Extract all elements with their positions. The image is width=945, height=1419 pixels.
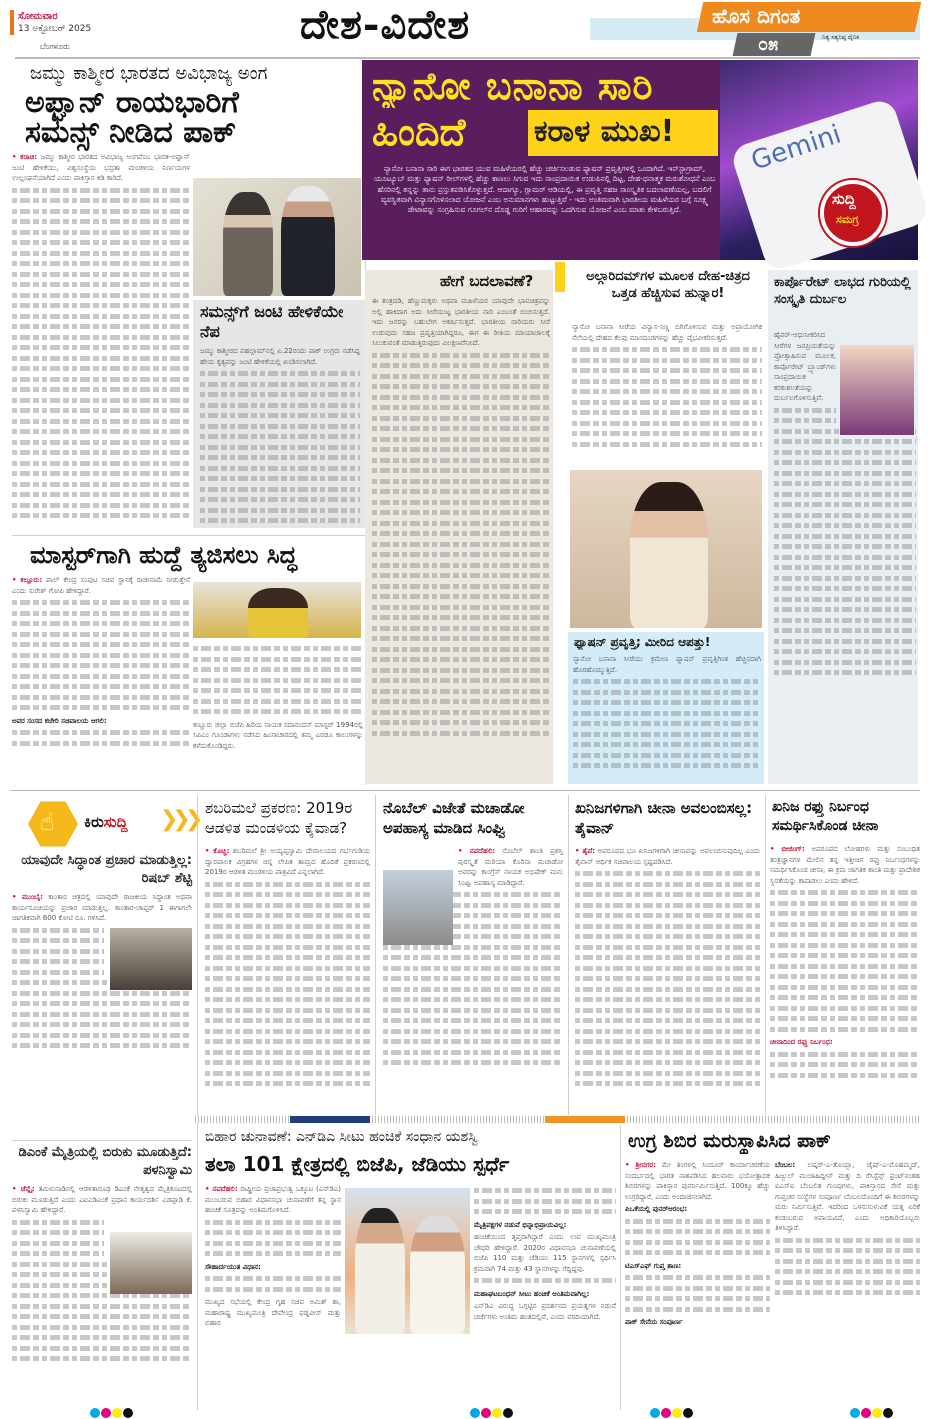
hand-glyph-icon: ☝: [40, 808, 55, 836]
kiru-suddi-label: [84, 812, 128, 832]
reg-dot-black: [503, 1408, 513, 1418]
china-subhead: ಚೀನಾದಿಂದ ರಫ್ತು ನಿರ್ಬಂಧ:: [770, 1038, 833, 1046]
bihar-body-1: [205, 1184, 341, 1406]
reg-dot-magenta: [101, 1408, 111, 1418]
algorithm-title: ಅಲ್ಗಾರಿದಮ್‌ಗಳ ಮೂಲಕ ದೇಹ-ಚಿತ್ರದ ಒತ್ತಡ ಹೆಚ್ಚಿಸುವ ಹುನ್ನಾರ!: [586, 269, 750, 301]
bihar-subhead-3: ಮಹಾಘಟಬಂಧನ್ ಸೀಟು ಹಂಚಿಕೆ ಅಂತಿಮವಾಗಿಲ್ಲ:: [474, 1289, 590, 1298]
registration-marks: [90, 1408, 133, 1418]
taiwan-text: ಅಪರೂಪದ ಭೂ ಖನಿಜಗಳಿಗಾಗಿ ಚೀನಾವನ್ನು ಅವಲಂಬಿಸುವುದಿಲ್ಲ ಎಂದು ತೈವಾನ್ ಆರ್ಥಿಕ ಸಚಿವಾಲಯ ಸ್ಪಷ್ಟಪಡಿಸಿದೆ.: [575, 847, 760, 866]
master-text-2: ಕಣ್ಣೂರು ಜಿಲ್ಲಾ ಬಿಜೆಪಿ ಹಿರಿಯ ನಾಯಕ ಸದಾನಂದನ್ ಮಾಸ್ಟರ್ 1994ರಲ್ಲಿ ಸಿಪಿಎಂ ಗೂಂಡಾಗಳು ನಡೆಸಿದ ಹಿಂಸಾಚಾರದಲ್ಲಿ ತಮ್ಮ ಎರಡೂ ಕಾಲುಗಳನ್ನು ಕಳೆದುಕೊಂಡಿದ್ದರು.: [193, 720, 363, 750]
row-rule: [10, 790, 920, 791]
kiru-story2-dateline: • ಚೆನ್ನೈ:: [12, 1185, 35, 1193]
sabarimala-body: [205, 846, 370, 1114]
section-rule: [12, 535, 365, 536]
reg-dot-cyan: [470, 1408, 480, 1418]
bihar-subhead-2: ಮೈತ್ರಿಪಕ್ಷಗಳ ನಡುವೆ ಭಿನ್ನಾಭಿಪ್ರಾಯವಿಲ್ಲ:: [474, 1220, 567, 1229]
column-rule: [620, 1125, 621, 1410]
how-change-accent: [555, 262, 565, 292]
lead-photo-diplomats: [193, 178, 361, 296]
sabarimala-dateline: • ಕೊಚ್ಚಿ:: [205, 847, 230, 855]
kiru-label: ಕಿರು: [84, 813, 104, 831]
sabarimala-title: ಶಬರಿಮಲೆ ಪ್ರಕರಣ: 2019ರ ಆಡಳಿತ ಮಂಡಳಿಯ ಕೈವಾಡ?: [205, 799, 353, 837]
kiru-story1-dateline: • ಮುಂಬೈ:: [12, 893, 43, 901]
bihar-dateline: • ನವದೆಹಲಿ:: [205, 1185, 238, 1193]
column-rule: [568, 795, 569, 1115]
bihar-body-3: [474, 1184, 616, 1406]
reg-dot-black: [883, 1408, 893, 1418]
master-subhead: ಅವರ ಸಂಸದ ಕಚೇರಿ ಸಚಿವಾಲಯ ಆಗಲಿ:: [12, 716, 107, 725]
print-rule-orange: [545, 1116, 625, 1123]
registration-marks: [650, 1408, 693, 1418]
ugra-subhead-3: ಪಾಕ್ ಸೇನೆಯ ಸಂಪೂರ್ಣ: [625, 1318, 683, 1326]
bihar-kicker: ಬಿಹಾರ ಚುನಾವಣೆ: ಎನ್‌ಡಿಎ ಸೀಟು ಹಂಚಿಕೆ ಸಂಧಾನ ಯಶಸ್ವಿ: [205, 1129, 479, 1145]
lead-dateline: • ಕರಾಚಿ:: [12, 153, 38, 161]
china-text: ಅಪರೂಪದ ಲೋಹಗಳು ಮತ್ತು ಸಂಬಂಧಿತ ತಂತ್ರಜ್ಞಾನಗಳ ಮೇಲಿನ ತನ್ನ ಇತ್ತೀಚಿನ ರಫ್ತು ನಿರ್ಬಂಧಗಳನ್ನು ಸಮರ್ಥಿಸಿಕೊಂಡ ಚೀನಾ, ಈ ಕ್ರಮ ಜಾಗತಿಕ ಶಾಂತಿ ಮತ್ತು ಪ್ರಾದೇಶಿಕ ಸ್ಥಿರತೆಯನ್ನು ಕಾಪಾಡಲು ಎಂದು ಹೇಳಿದೆ.: [770, 845, 920, 885]
ugra-subhead-1: ಪಿಒಕೆಯಲ್ಲಿ ಪುನರ್‌ಆರಂಭ:: [625, 1205, 688, 1213]
nda-leaders-photo: [345, 1188, 470, 1334]
reg-dot-yellow: [672, 1408, 682, 1418]
china-title: ಖನಿಜ ರಫ್ತು ನಿರ್ಬಂಧ ಸಮರ್ಥಿಸಿಕೊಂಡ ಚೀನಾ: [772, 799, 879, 834]
taiwan-dateline: • ತೈಪೆ:: [575, 847, 596, 855]
banner-headline-line2: ಹಿಂದಿದೆ: [372, 110, 466, 154]
bihar-text-3: ಹಂಚಿಕೆಯಿಂದ ತೃಪ್ತರಾಗಿದ್ದಾರೆ ಎಂದು ಉಪ ಮುಖ್ಯಮಂತ್ರಿ ಚೌಧರಿ ಹೇಳಿದ್ದಾರೆ. 2020ರ ವಿಧಾನಸಭಾ ಚುನಾವಣೆಯಲ್ಲಿ ಬಿಜೆಪಿ 110 ಮತ್ತು ಜೆಡಿಯು 115 ಸ್ಥಾನಗಳಲ್ಲಿ ಸ್ಪರ್ಧಿಸಿ ಕ್ರಮವಾಗಿ 74 ಮತ್ತು 43 ಸ್ಥಾನಗಳನ್ನು ಗೆದ್ದಿದ್ದವು.: [474, 1233, 616, 1273]
page-number: ೦೫: [758, 34, 779, 55]
reg-dot-yellow: [872, 1408, 882, 1418]
reg-dot-magenta: [861, 1408, 871, 1418]
woman-in-saree-photo: [570, 470, 762, 628]
column-rule: [375, 795, 376, 1115]
column-rule: [197, 795, 198, 1410]
master-dateline: • ಕಲ್ಲೂರು:: [12, 576, 43, 584]
section-rule: [12, 1140, 192, 1141]
banner-headline-highlight: ಕರಾಳ ಮುಖ!: [534, 114, 675, 149]
master-body-2: [193, 642, 363, 782]
taiwan-body: [575, 846, 760, 1114]
registration-marks: [470, 1408, 513, 1418]
how-change-body: [372, 296, 550, 781]
masthead-day: ಸೋಮವಾರ: [18, 11, 58, 22]
masthead-city: ಬೆಂಗಳೂರು: [40, 42, 70, 51]
china-dateline: • ಬೀಜಿಂಗ್:: [770, 845, 805, 853]
machado-text: ನೊಬೆಲ್ ಶಾಂತಿ ಪ್ರಶಸ್ತಿ ಪುರಸ್ಕೃತೆ ಮರಿಯಾ ಕೊರಿನಾ ಮಚಾಡೋ ಅವರನ್ನು ಕಾಂಗ್ರೆಸ್ ನಾಯಕ ಅಭಿಷೇಕ್ ಮನು ಸಿಂಘ್ವಿ ಅಪಹಾಸ್ಯ ಮಾಡಿದ್ದಾರೆ.: [458, 847, 563, 887]
fashion-text: ನ್ಯಾನೋ ಬನಾನಾ ಸೀರೆಯು ಕ್ರಮೇಣ ಫ್ಯಾಷನ್ ಪ್ರವೃತ್ತಿಗಿಂತ ಹೆಚ್ಚಿನದಾಗಿ ಹೊರಹೊಮ್ಮುತ್ತಿದೆ.: [573, 655, 761, 674]
corporate-title: ಕಾರ್ಪೊರೇಟ್ ಲಾಭದ ಗುರಿಯಲ್ಲಿ ಸಂಸ್ಕೃತಿ ದುರ್ಬಲ: [774, 275, 911, 307]
ugra-dateline-2: ಬೆಂಬಲ:: [775, 1161, 796, 1169]
kiru-story2-text: ತಮಿಳುನಾಡಿನಲ್ಲಿ ಆಡಳಿತಾರೂಢ ಡಿಎಂಕೆ ನೇತೃತ್ವದ ಮೈತ್ರಿಕೂಟದಲ್ಲಿ ಬಿರುಕು ಮೂಡುತ್ತಿದೆ ಎಂದು ಎಐಎಡಿಎಂಕೆ ಪ್ರಧಾನ ಕಾರ್ಯದರ್ಶಿ ಎಡಪ್ಪಾಡಿ ಕೆ. ಪಳನಿಸ್ವಾಮಿ ಹೇಳಿದ್ದಾರೆ.: [12, 1185, 192, 1214]
top-rule: [15, 57, 920, 59]
bihar-text-4: ಎನ್‌ಡಿಎ ವಿರುದ್ಧ ಒಗ್ಗಟ್ಟಿನ ಪ್ರದರ್ಶನದ ಪ್ರಯತ್ನಗಳ ನಡುವೆ ಚರ್ಚೆಗಳು ಅಂತಿಮ ಹಂತದಲ್ಲಿವೆ, ಎಂದು ವರದಿಯಾಗಿದೆ.: [474, 1302, 616, 1321]
sidebar-body: [200, 346, 360, 524]
reg-dot-cyan: [90, 1408, 100, 1418]
singhvi-photo: [383, 870, 453, 945]
taiwan-title: ಖನಿಜಗಳಿಗಾಗಿ ಚೀನಾ ಅವಲಂಬಿಸಲ್ಲ: ತೈವಾನ್: [575, 799, 753, 837]
lead-headline: [25, 85, 239, 150]
bihar-headline: ತಲಾ 101 ಕ್ಷೇತ್ರದಲ್ಲಿ ಬಿಜೆಪಿ, ಜೆಡಿಯು ಸ್ಪರ್ಧೆ: [205, 1152, 510, 1176]
how-change-title: ಹೇಗೆ ಬದಲಾವಣೆ?: [440, 272, 534, 290]
reg-dot-yellow: [112, 1408, 122, 1418]
lead-kicker: ಜಮ್ಮು ಕಾಶ್ಮೀರ ಭಾರತದ ಅವಿಭಾಜ್ಯ ಅಂಗ: [30, 63, 268, 84]
kiru-story2-body: [12, 1184, 192, 1406]
ugra-text-1: ಮೇ ತಿಂಗಳಲ್ಲಿ ಸಿಂದೂರ್ ಕಾರ್ಯಾಚರಣೆಯ ಸಂದರ್ಭದಲ್ಲಿ ಭಾರತ ನಾಶಪಡಿಸಿದ ಹಲವಾರು ಭಯೋತ್ಪಾದಕ ಶಿಬಿರಗಳನ್ನು ಪಾಕಿಸ್ತಾನ ಪುನರ್ನಿರ್ಮಿಸುತ್ತಿದೆ. 100ಕ್ಕೂ ಹೆಚ್ಚು ಉಗ್ರರಿದ್ದಾರೆ, ಎಂದು ಅಂದಾಜಿಸಲಾಗಿದೆ.: [625, 1161, 770, 1201]
machado-dateline: • ನವದೆಹಲಿ:: [458, 847, 496, 855]
suddi-label: ಸುದ್ದಿ: [103, 813, 128, 831]
bihar-subhead-1: ಸೌಹಾರ್ದಯುತ ವಿಧಾನ:: [205, 1262, 261, 1271]
corporate-text: ಹೈಪರ್-ಆಧುನೀಕರಿಸಿದ ಸೀರೆಗಳ ಜನಪ್ರಿಯತೆಯನ್ನು ಪ್ರೋತ್ಸಾಹಿಸುವ ಮೂಲಕ, ಕಾರ್ಪೊರೇಟ್ ಬ್ರ್ಯಾಂಡ್‌ಗಳು ಸಾಂಪ್ರದಾಯಿಕ ಕರಕುಶಲತೆಯನ್ನು ದುರ್ಬಲಗೊಳಿಸುತ್ತಿವೆ.: [774, 331, 836, 402]
model-photo: [840, 345, 914, 435]
lead-body-text: ಜಮ್ಮು ಕಾಶ್ಮೀರ ಭಾರತದ ಅವಿಭಾಜ್ಯ ಅಂಗವೆಂಬ ಭಾರತ-ಅಫ್ಘಾನ್ ಜಂಟಿ ಹೇಳಿಕೆಯು, ವಿಶ್ವಸಂಸ್ಥೆಯ ಭದ್ರತಾ ಮಂಡಳಿಯ ನಿರ್ಣಯಗಳ ಉಲ್ಲಂಘನೆಯಾಗಿದೆ ಎಂದು ಪಾಕಿಸ್ತಾನ ಕಿಡಿ ಕಾರಿದೆ.: [12, 153, 190, 182]
lead-body: [12, 152, 190, 532]
registration-marks: [850, 1408, 893, 1418]
china-body: [770, 844, 920, 1114]
banner-headline-line1: ನ್ಯಾನೋ ಬನಾನಾ ಸಾರಿ: [372, 64, 654, 108]
master-body: [12, 575, 190, 785]
reg-dot-cyan: [850, 1408, 860, 1418]
how-change-text: ಈ ತಂತ್ರದಡಿ, ಹೆಣ್ಣುಮಕ್ಕಳು ಅಥವಾ ಮಹಿಳೆಯರ ಯಾವುದೇ ಭಾವಚಿತ್ರವನ್ನು ಅಲ್ಲಿ ಹಾಕಿದಾಗ ಅದು ಸೀರೆಯುಟ್ಟ ಭಾರತೀಯ ನಾರಿ ಎಂಬಂತೆ ಬಿಂಬಿಸುತ್ತದೆ. ಇದು ಜನರನ್ನು ಬಹುಬೇಗ ಆಕರ್ಷಿಸುತ್ತದೆ. ಭಾರತೀಯ ನಾರಿಯರು ಸೀರೆ ಉಡುವುದು ಸಹಜ ಪ್ರವೃತ್ತಿಯಾಗಿದ್ದರೂ, ಈಗ ಈ ರೀತಿಯ ಮಾಯಾಜಾಲಕ್ಕೆ ಸಿಲುಕುವಂತೆ ಮಾಡುತ್ತಿರುವುದು ವಿಲಕ್ಷಣವೆನಿಸಿದೆ.: [372, 297, 550, 347]
lead-headline-line1: ಅಫ್ಘಾನ್ ರಾಯಭಾರಿಗೆ: [25, 85, 239, 120]
newspaper-logo: ಹೊಸ ದಿಗಂತ: [712, 4, 801, 28]
machado-title: ನೊಬೆಲ್ ವಿಜೇತೆ ಮಚಾಡೋ ಅಪಹಾಸ್ಯ ಮಾಡಿದ ಸಿಂಘ್ವಿ: [383, 799, 525, 837]
sabarimala-text: ಶಬರಿಮಲೆ ಶ್ರೀ ಅಯ್ಯಪ್ಪಸ್ವಾಮಿ ದೇವಾಲಯದ ಗರ್ಭಗುಡಿಯ ದ್ವಾರಪಾಲಕ ವಿಗ್ರಹಗಳ ಚಿನ್ನ ಲೇಪಿತ ತಾಮ್ರದ ಹೊದಿಕೆ ಪ್ರಕರಣದಲ್ಲಿ 2019ರ ಆಡಳಿತ ಮಂಡಳಿಯ ಪಾತ್ರವಿದೆ ಎನ್ನಲಾಗಿದೆ.: [205, 847, 370, 876]
algorithm-text: ನ್ಯಾನೋ ಬನಾನಾ ಸೀರೆಯ ವಿನ್ಯಾಸ-ಸಣ್ಣ ಬಿಗಿಗೊಳಿಸುವ ಮತ್ತು ಅಪ್ರಾಯೋಗಿಕ ನೆಲೆಯಲ್ಲಿ ದೇಹದ ಕೆಲವು ಮಾನದಂಡಗಳನ್ನು ಹೆಚ್ಚು ವೈಭವೀಕರಿಸುತ್ತದೆ.: [572, 323, 762, 342]
reg-dot-black: [683, 1408, 693, 1418]
ugra-text-2: ಲಷ್ಕರ್-ಎ-ತೊಯ್ಬಾ, ಜೈಷ್-ಎ-ಮೊಹಮ್ಮದ್, ಹಿಜ್ಬುಲ್ ಮುಜಾಹಿದ್ದೀನ್ ಮತ್ತು ದಿ ರೆಸಿಸ್ಟೆನ್ಸ್ ಫ್ರಂಟ್‌ನಂತಹ ಐಎಸ್‌ಐ ಬೆಂಬಲಿತ ಗುಂಪುಗಳು, ಪಾಕಿಸ್ತಾನದ ಸೇನೆ ಮತ್ತು ಗುಪ್ತಚರ ಸಂಸ್ಥೆಗಳ ಸಂಪೂರ್ಣ ಬೆಂಬಲದೊಂದಿಗೆ ಈ ಶಿಬಿರಗಳನ್ನು ಮರು ನಿರ್ಮಿಸುತ್ತಿವೆ. ಇದರಿಂದ ಒಳನುಸುಳುವಿಕೆ ಯತ್ನ ಏರಿಕೆ ಕಂಡುಬರುವ ಅಪಾಯವಿದೆ, ಎಂದು ಅಧಿಕಾರಿಯೊಬ್ಬರು ತಿಳಿಸಿದ್ದಾರೆ.: [775, 1161, 920, 1232]
fashion-title: ಫ್ಯಾಷನ್ ಪ್ರವೃತ್ತಿ; ಮೀರಿದ ಆಪತ್ತು!: [574, 635, 711, 649]
master-headline: ಮಾಸ್ಟರ್‌ಗಾಗಿ ಹುದ್ದೆ ತ್ಯಜಿಸಲು ಸಿದ್ಧ: [30, 541, 298, 569]
bihar-text-1: ರಾಷ್ಟ್ರೀಯ ಪ್ರಜಾಪ್ರಭುತ್ವ ಒಕ್ಕೂಟ (ಎನ್‌ಡಿಎ) ಮುಂಬರುವ ಬಿಹಾರ ವಿಧಾನಸಭಾ ಚುನಾವಣೆಗೆ ತನ್ನ ಸ್ಥಾನ ಹಂಚಿಕೆ ಸೂತ್ರವನ್ನು ಅಂತಿಮಗೊಳಿಸಿದೆ.: [205, 1185, 341, 1214]
master-text: ಪಾಲ್ ಕೇಂದ್ರ ಸಂಪುಟ ಸಚಿವ ಸ್ಥಾನಕ್ಕೆ ರಾಜೀನಾಮೆ ನೀಡುತ್ತೇನೆ ಎಂದು ಸುರೇಶ್ ಗೋಪಿ ಹೇಳಿದ್ದಾರೆ.: [12, 576, 190, 595]
lead-headline-line2: ಸಮನ್ಸ್ ನೀಡಿದ ಪಾಕ್: [25, 115, 237, 150]
badge-text-2: ಸಮಗ್ರ: [836, 213, 859, 226]
palaniswami-photo: [110, 1232, 192, 1294]
ugra-body-2: [775, 1160, 920, 1406]
masthead-date: 13 ಅಕ್ಟೋಬರ್ 2025: [18, 24, 92, 34]
reg-dot-yellow: [492, 1408, 502, 1418]
column-rule: [765, 795, 766, 1115]
chevron-right-icon: ❯❯❯: [160, 807, 198, 832]
sidebar-title: ಸಮನ್ಸ್‌ಗೆ ಜಂಟಿ ಹೇಳಿಕೆಯೇ ನೆಪ: [200, 302, 344, 341]
reg-dot-black: [123, 1408, 133, 1418]
gemini-logo: Gemini: [747, 119, 845, 177]
ugra-headline: ಉಗ್ರ ಶಿಬಿರ ಮರುಸ್ಥಾಪಿಸಿದ ಪಾಕ್: [628, 1130, 831, 1152]
masthead: [0, 0, 945, 56]
date-block: [10, 10, 150, 35]
print-rule-blue: [290, 1116, 370, 1123]
ugra-dateline: • ಶ್ರೀನಗರ:: [625, 1161, 656, 1169]
suresh-gopi-photo: [193, 582, 361, 638]
reg-dot-magenta: [481, 1408, 491, 1418]
banner-body: ನ್ಯಾನೋ ಬನಾನಾ ಸಾರಿ ಈಗ ಭಾರತದ ಯುವ ಮಹಿಳೆಯರಲ್ಲಿ ಹೆಚ್ಚು ಚರ್ಚಿಸಲಡುವ ಫ್ಯಾಷನ್ ಪ್ರವೃತ್ತಿಗಳಲ್ಲಿ ಒಂದಾಗಿದೆ. ಇನ್‌ಸ್ಟಾಗ್ರಾಮ್, ಯೂಟ್ಯೂಬ್ ಮತ್ತು ಫ್ಯಾಷನ್ ರೀಲ್‌ಗಳಲ್ಲಿ ಹೆಚ್ಚು ಕಾಣಲು ಸಿಗುವ ಇದು ಸಾಂಪ್ರದಾಯಿಕ ಉಡುಪಿನಲ್ಲಿ ದಿಟ್ಟ, ದೇಹ-ಧನಾತ್ಮಕ ಮರುಶೋಧನೆ ಎಂಬ ಹೆಸರಿನಲ್ಲಿ ತನ್ನನ್ನು ತಾನು ಪ್ರಸ್ತುತಪಡಿಸಿಕೊಳ್ಳುತ್ತದೆ. ಆದಾಗ್ಯೂ, ಗ್ಲಾಮರ್ ಆಡಿಯಲ್ಲಿ, ಈ ಪ್ರವೃತ್ತಿ ಸಹಜ ಸಾಂಸ್ಕೃತಿಕ ಬದಲಾವಣೆಯಲ್ಲ, ಬದಲಿಗೆ ವ್ಯವಸ್ಥಿತವಾಗಿ ವಿನ್ಯಾಸಗೊಳಿಸಲಾದ ಯೋಜನೆ ಎಂಬ ಅನುಮಾನಗಳು ಹುಟ್ಟುತ್ತಿವೆ - ಇದು ಅಂತಿಮವಾಗಿ ಭಾರತೀಯ ಮಹಿಳೆಯರ ಬಗ್ಗೆ ಸೂಕ್ಷ್ಮ ಡೇಟಾವನ್ನು ಸಂಗ್ರಹಿಸುವ ಗೂಗಲ್‌ನ ದೊಡ್ಡ ಗುರಿಗೆ ಆಹಾರವನ್ನು ಒದಗಿಸುವ ಯೋಜನೆ ಎಂಬ ಮಾತು ಕೇಳಿಬರುತ್ತಿದೆ.: [373, 164, 716, 215]
ugra-subhead-2: ಟಿಎಸ್‌ಎಫ್ ಗುಪ್ತ ತಾಣ:: [625, 1261, 682, 1270]
kiru-story2-title: ಡಿಎಂಕೆ ಮೈತ್ರಿಯಲ್ಲಿ ಬಿರುಕು ಮೂಡುತ್ತಿದೆ: ಪಳನಿಸ್ವಾಮಿ: [18, 1145, 192, 1178]
sidebar-body-text: ಜಮ್ಮು ಕಾಶ್ಮೀರದ ಪಹಲ್ಗಾಮ್‌ನಲ್ಲಿ ಏ.22ರಂದು ಪಾಕ್ ಉಗ್ರರು ನಡೆಸಿದ್ದ ಹೇಯ ಕೃತ್ಯವನ್ನು ಜಂಟಿ ಹೇಳಿಕೆಯಲ್ಲಿ ಖಂಡಿಸಲಾಗಿದೆ.: [200, 347, 360, 366]
section-title: ದೇಶ-ವಿದೇಶ: [300, 1, 471, 48]
fashion-body: [573, 654, 761, 780]
kiru-story1-text: ಕಾಂತಾರ ಚಿತ್ರದಲ್ಲಿ ಯಾವುದೇ ರಾಜಕೀಯ ಸಿದ್ಧಾಂತ ಅಥವಾ ಕಾರ್ಯಸೂಚಿಯನ್ನು ಪ್ರಚಾರ ಮಾಡುತ್ತಿಲ್ಲ. ಕಾಂತಾರ-ಚಾಪ್ಟರ್ 1 ಈಗಾಗಲೇ ಜಾಗತಿಕವಾಗಿ 600 ಕೋಟಿ ರೂ. ಗಳಿಸಿದೆ.: [12, 893, 192, 922]
algorithm-body: [572, 322, 762, 466]
logo-tagline: ನಿತ್ಯ ಸತ್ಯನಿಷ್ಠ ದೈನಿಕ: [822, 34, 859, 41]
rishab-shetty-photo: [110, 928, 192, 990]
kiru-story1-title: ಯಾವುದೇ ಸಿದ್ಧಾಂತ ಪ್ರಚಾರ ಮಾಡುತ್ತಿಲ್ಲ: ರಿಷಬ್ ಶೆಟ್ಟಿ: [21, 853, 192, 886]
badge-text-1: ಸುದ್ದಿ: [832, 190, 856, 208]
reg-dot-cyan: [650, 1408, 660, 1418]
bihar-text-2: ಮುಖ್ಯದ ಸಭೆಯಲ್ಲಿ ಕೇಂದ್ರ ಗೃಹ ಸಚಿವ ಅಮಿತ್ ಶಾ, ಮಹಾರಾಷ್ಟ್ರ ಮುಖ್ಯಮಂತ್ರಿ ದೇವೇಂದ್ರ ಫಡ್ನವೀಸ್ ಮತ್ತು ಬಿಹಾರ: [205, 1298, 341, 1327]
reg-dot-magenta: [661, 1408, 671, 1418]
ugra-body-1: [625, 1160, 770, 1406]
